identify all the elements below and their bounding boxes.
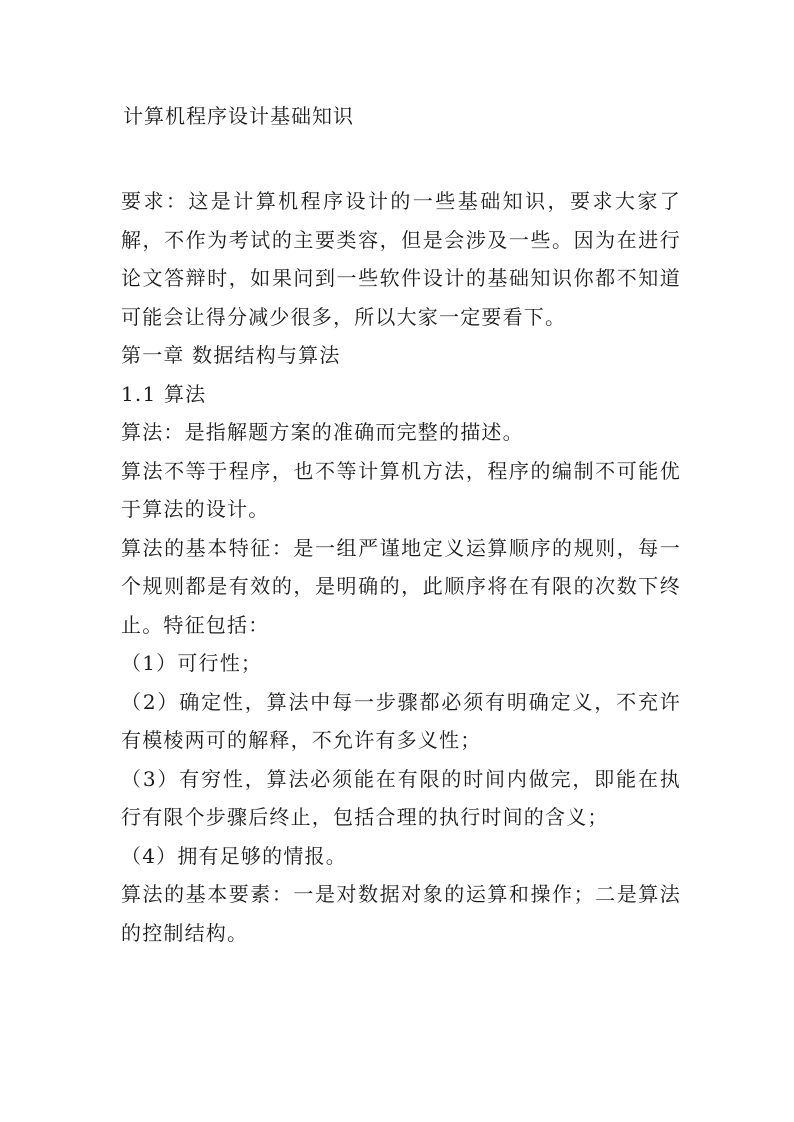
document-title: 计算机程序设计基础知识 xyxy=(123,104,354,128)
feature-item: （1）可行性； xyxy=(121,651,263,675)
section-heading: 1.1 算法 xyxy=(121,381,207,406)
intro-paragraph: 要求：这是计算机程序设计的一些基础知识，要求大家了解，不作为考试的主要类容，但是会涉及一些。因为在进行论文答辩时，如果问到一些软件设计的基础知识你都不知道可能会让得分减少很多，所以大家一定要看下。 xyxy=(121,189,681,329)
basic-elements-paragraph: 算法的基本要素：一是对数据对象的运算和操作；二是算法的控制结构。 xyxy=(121,882,681,945)
chapter-heading: 第一章 数据结构与算法 xyxy=(121,343,341,367)
document-body xyxy=(121,182,681,952)
algorithm-vs-program: 算法不等于程序，也不等计算机方法，程序的编制不可能优于算法的设计。 xyxy=(121,458,681,521)
feature-item: （2）确定性，算法中每一步骤都必须有明确定义，不充许有模棱两可的解释，不允许有多义性； xyxy=(121,689,681,752)
basic-features-paragraph: 算法的基本特征：是一组严谨地定义运算顺序的规则，每一个规则都是有效的，是明确的，此顺序将在有限的次数下终止。特征包括： xyxy=(121,535,681,637)
algorithm-definition: 算法：是指解题方案的准确而完整的描述。 xyxy=(121,420,524,444)
feature-item: （4）拥有足够的情报。 xyxy=(121,843,347,868)
feature-item: （3）有穷性，算法必须能在有限的时间内做完，即能在执行有限个步骤后终止，包括合理的执行时间的含义； xyxy=(121,766,681,829)
